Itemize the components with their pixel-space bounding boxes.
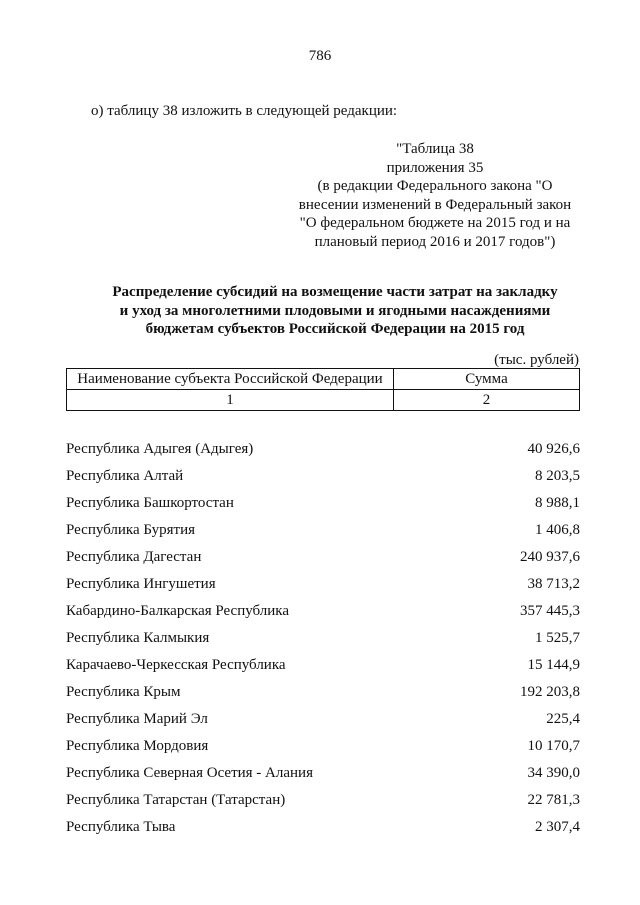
subject-name: Республика Башкортостан <box>66 495 234 511</box>
subject-name: Республика Северная Осетия - Алания <box>66 765 313 781</box>
table-row <box>66 760 580 787</box>
table-row <box>66 814 580 841</box>
subject-name: Республика Татарстан (Татарстан) <box>66 792 286 808</box>
annex-reference <box>290 140 580 251</box>
table-row <box>66 652 580 679</box>
header-subject-name: Наименование субъекта Российской Федерации <box>67 369 394 390</box>
amendment-instruction: о) таблицу 38 изложить в следующей редакции: <box>91 103 398 119</box>
annex-line: "Таблица 38 <box>396 141 474 157</box>
table-row <box>66 787 580 814</box>
annex-line: "О федеральном бюджете на 2015 год и на <box>299 215 571 231</box>
column-number-2: 2 <box>394 390 580 411</box>
header-row <box>67 369 580 390</box>
subject-amount: 2 307,4 <box>535 819 580 835</box>
subject-name: Карачаево-Черкесская Республика <box>66 657 286 673</box>
header-amount: Сумма <box>394 369 580 390</box>
title-line: бюджетам субъектов Российской Федерации на 2015 год <box>145 321 525 337</box>
table-row <box>66 733 580 760</box>
table-row <box>66 463 580 490</box>
subject-amount: 15 144,9 <box>527 657 580 673</box>
subject-amount: 22 781,3 <box>527 792 580 808</box>
table-header <box>66 368 580 411</box>
column-number-1: 1 <box>67 390 394 411</box>
subject-amount: 240 937,6 <box>520 549 580 565</box>
subject-amount: 192 203,8 <box>520 684 580 700</box>
subject-name: Республика Мордовия <box>66 738 209 754</box>
subject-amount: 34 390,0 <box>527 765 580 781</box>
subject-amount: 10 170,7 <box>527 738 580 754</box>
subject-name: Республика Крым <box>66 684 181 700</box>
table-body <box>66 436 580 841</box>
subject-amount: 8 203,5 <box>535 468 580 484</box>
subject-amount: 225,4 <box>546 711 580 727</box>
table-row <box>66 490 580 517</box>
page-number: 786 <box>308 48 332 64</box>
subject-name: Республика Дагестан <box>66 549 202 565</box>
table-row <box>66 517 580 544</box>
subject-amount: 357 445,3 <box>520 603 580 619</box>
annex-line: плановый период 2016 и 2017 годов") <box>314 233 556 250</box>
table-row <box>66 544 580 571</box>
table-row <box>66 571 580 598</box>
table-row <box>66 436 580 463</box>
table-row <box>66 706 580 733</box>
subject-amount: 40 926,6 <box>527 441 580 457</box>
units-label: (тыс. рублей) <box>494 352 579 368</box>
annex-line: приложения 35 <box>386 159 484 176</box>
subject-name: Республика Марий Эл <box>66 711 208 727</box>
annex-line: внесении изменений в Федеральный закон <box>298 196 572 213</box>
subject-name: Республика Бурятия <box>66 522 196 538</box>
title-line: и уход за многолетними плодовыми и ягодными насаждениями <box>119 302 551 319</box>
subject-name: Республика Тыва <box>66 819 176 835</box>
table-row <box>66 598 580 625</box>
subject-amount: 38 713,2 <box>527 576 580 592</box>
table-title <box>70 283 600 339</box>
subject-amount: 1 525,7 <box>535 630 580 646</box>
annex-line: (в редакции Федерального закона "О <box>317 178 553 194</box>
subject-amount: 1 406,8 <box>535 522 580 538</box>
table-row <box>66 679 580 706</box>
subject-name: Кабардино-Балкарская Республика <box>66 603 290 619</box>
column-number-row <box>67 390 580 411</box>
title-line: Распределение субсидий на возмещение части затрат на закладку <box>112 284 558 300</box>
subject-name: Республика Калмыкия <box>66 630 210 646</box>
subject-name: Республика Адыгея (Адыгея) <box>66 441 254 457</box>
subject-name: Республика Ингушетия <box>66 576 216 592</box>
subject-name: Республика Алтай <box>66 468 184 484</box>
subject-amount: 8 988,1 <box>535 495 580 511</box>
table-row <box>66 625 580 652</box>
